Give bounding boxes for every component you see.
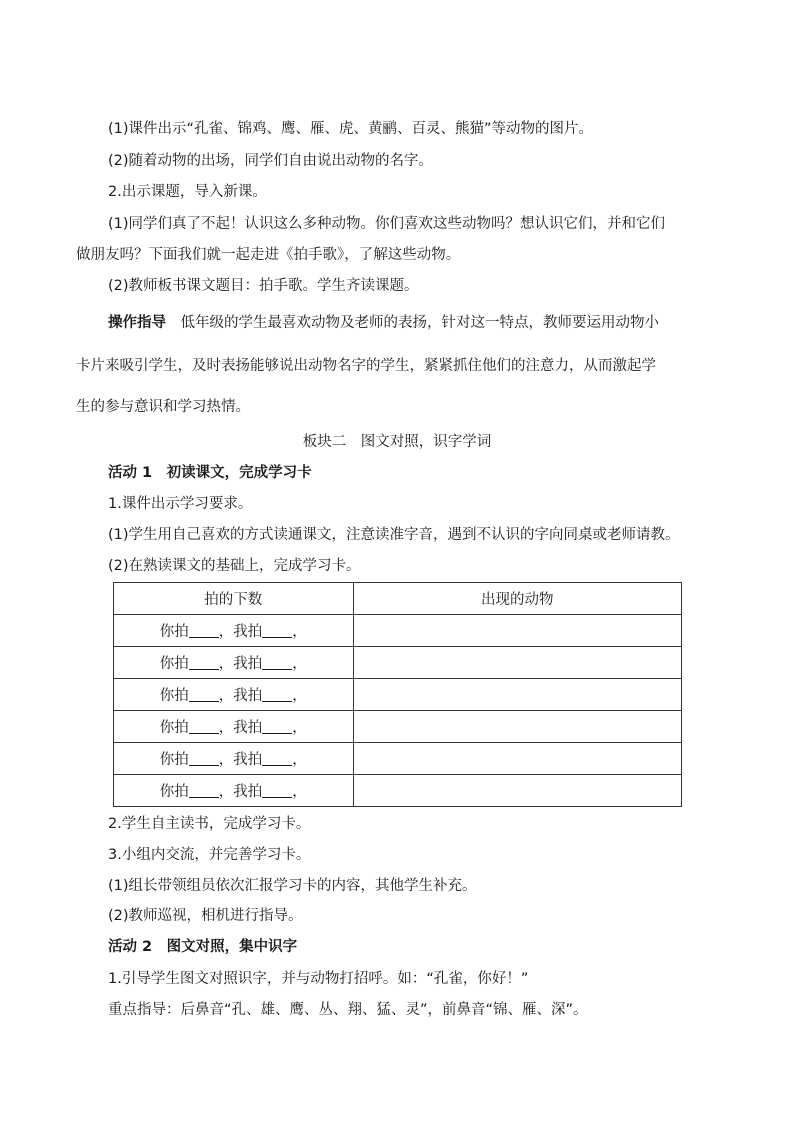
guide-line-1: [108, 313, 659, 333]
text-line: (1)课件出示“孔雀、锦鸡、鹰、雁、虎、黄鹂、百灵、熊猫”等动物的图片。: [108, 121, 594, 137]
row-text: 你拍: [159, 720, 189, 736]
fill-blank[interactable]: [262, 751, 292, 766]
text-line: (2)随着动物的出场，同学们自由说出动物的名字。: [108, 153, 434, 169]
clap-count-cell: [114, 679, 354, 711]
text-line: 1.引导学生图文对照识字，并与动物打招呼。如：“孔雀，你好！”: [108, 971, 529, 987]
text-line: 重点指导：后鼻音“孔、雄、鹰、丛、翔、猛、灵”，前鼻音“锦、雁、深”。: [108, 1002, 588, 1018]
activity1-title: 活动 1 初读课文，完成学习卡: [108, 465, 312, 481]
animals-cell[interactable]: [353, 679, 681, 711]
fill-blank[interactable]: [189, 623, 219, 638]
row-text: ，我拍: [218, 688, 263, 704]
fill-blank[interactable]: [189, 751, 219, 766]
row-text: ，: [292, 720, 307, 736]
row-text: 你拍: [159, 688, 189, 704]
guide-line-3: 生的参与意识和学习热情。: [76, 399, 250, 415]
fill-blank[interactable]: [262, 623, 292, 638]
table-row: [114, 647, 682, 679]
table-row: [114, 711, 682, 743]
table-header-row: [114, 583, 682, 615]
text-line: 2.学生自主读书，完成学习卡。: [108, 816, 311, 832]
text-line: 1.课件出示学习要求。: [108, 496, 253, 512]
table-row: [114, 743, 682, 775]
row-text: 你拍: [159, 784, 189, 800]
guide-line-2: 卡片来吸引学生，及时表扬能够说出动物名字的学生，紧紧抓住他们的注意力，从而激起学: [76, 358, 656, 374]
clap-count-cell: [114, 711, 354, 743]
table-row: [114, 775, 682, 807]
row-text: 你拍: [159, 752, 189, 768]
animals-cell[interactable]: [353, 647, 681, 679]
fill-blank[interactable]: [189, 687, 219, 702]
row-text: 你拍: [159, 624, 189, 640]
row-text: ，我拍: [218, 656, 263, 672]
fill-blank[interactable]: [189, 783, 219, 798]
animals-cell[interactable]: [353, 775, 681, 807]
row-text: ，我拍: [218, 752, 263, 768]
fill-blank[interactable]: [262, 655, 292, 670]
fill-blank[interactable]: [189, 655, 219, 670]
text-line: 3.小组内交流，并完善学习卡。: [108, 847, 311, 863]
animals-cell[interactable]: [353, 711, 681, 743]
row-text: ，: [292, 624, 307, 640]
row-text: ，我拍: [218, 624, 263, 640]
row-text: ，: [292, 752, 307, 768]
guide-label: 操作指导: [108, 315, 166, 331]
row-text: ，: [292, 784, 307, 800]
text-line: (1)学生用自己喜欢的方式读通课文，注意读准字音，遇到不认识的字向同桌或老师请教。: [108, 527, 680, 543]
fill-blank[interactable]: [262, 719, 292, 734]
text-line: (2)教师巡视，相机进行指导。: [108, 908, 303, 924]
table-row: [114, 679, 682, 711]
text-line: (1)同学们真了不起！认识这么多种动物。你们喜欢这些动物吗？想认识它们，并和它们: [108, 216, 666, 232]
clap-count-cell: [114, 615, 354, 647]
clap-count-cell: [114, 743, 354, 775]
clap-count-cell: [114, 647, 354, 679]
animals-cell[interactable]: [353, 743, 681, 775]
activity2-title: 活动 2 图文对照，集中识字: [108, 939, 298, 955]
table-row: [114, 615, 682, 647]
row-text: 你拍: [159, 656, 189, 672]
header-clap-count: 拍的下数: [114, 583, 354, 615]
fill-blank[interactable]: [262, 783, 292, 798]
row-text: ，: [292, 656, 307, 672]
study-card-table: [113, 582, 682, 807]
header-animals: 出现的动物: [353, 583, 681, 615]
text-line: (1)组长带领组员依次汇报学习卡的内容，其他学生补充。: [108, 878, 477, 894]
row-text: ，我拍: [218, 720, 263, 736]
fill-blank[interactable]: [189, 719, 219, 734]
text-line: 2.出示课题，导入新课。: [108, 184, 267, 200]
text-line: 做朋友吗？下面我们就一起走进《拍手歌》，了解这些动物。: [76, 247, 461, 263]
text-line: (2)教师板书课文题目：拍手歌。学生齐读课题。: [108, 278, 419, 294]
guide-text: 低年级的学生最喜欢动物及老师的表扬，针对这一特点，教师要运用动物小: [180, 315, 659, 331]
row-text: ，我拍: [218, 784, 263, 800]
section-title: 板块二 图文对照，识字学词: [302, 434, 492, 450]
text-line: (2)在熟读课文的基础上，完成学习卡。: [108, 558, 361, 574]
fill-blank[interactable]: [262, 687, 292, 702]
animals-cell[interactable]: [353, 615, 681, 647]
row-text: ，: [292, 688, 307, 704]
clap-count-cell: [114, 775, 354, 807]
